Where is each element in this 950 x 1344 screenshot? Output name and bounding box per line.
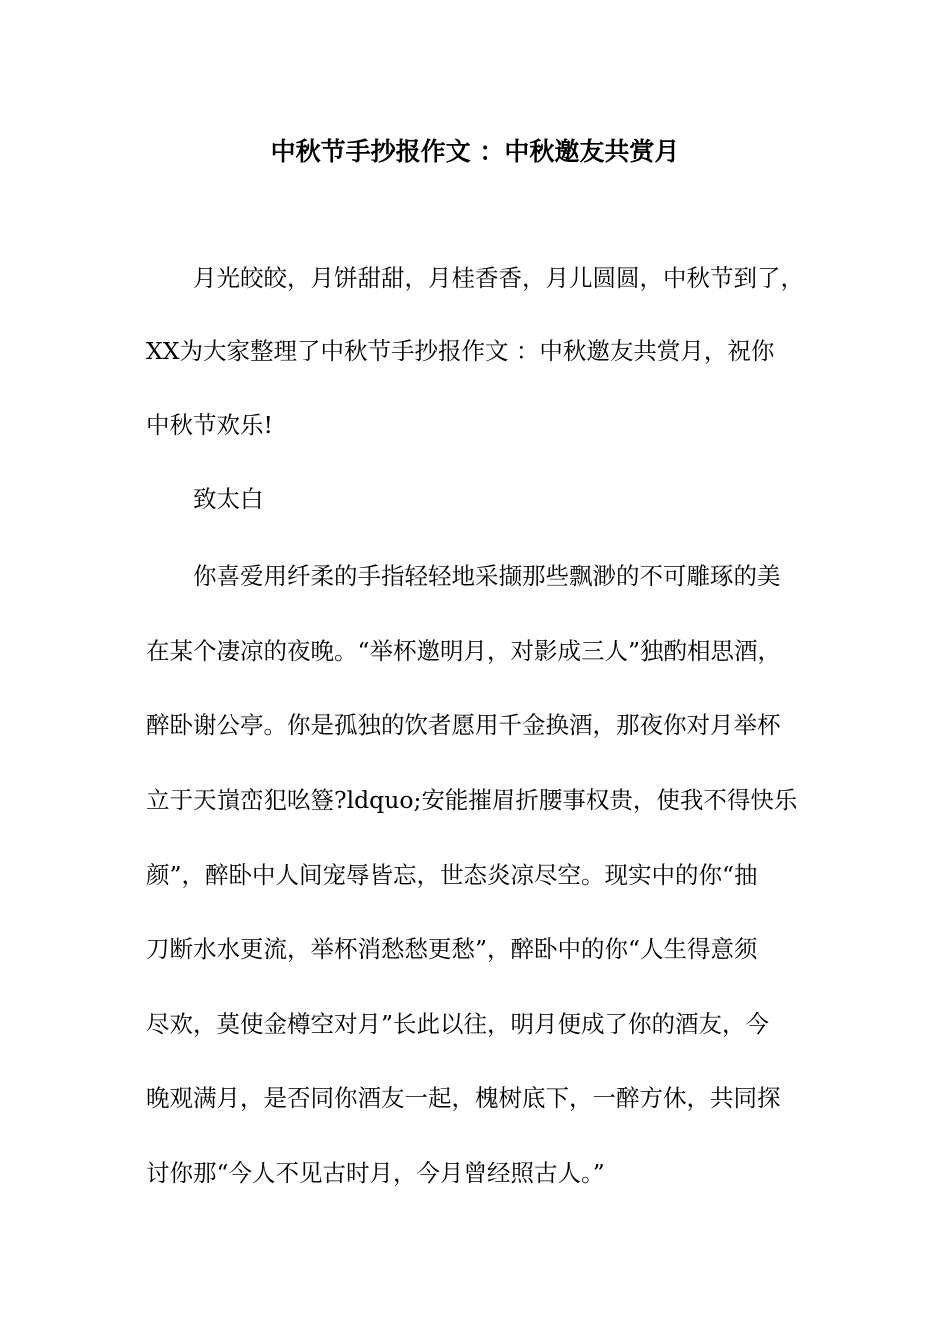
paragraph-line-5: 你喜爱用纤柔的手指轻轻地采撷那些飘渺的不可雕琢的美 xyxy=(193,562,781,590)
paragraph-line-6: 在某个凄凉的夜晚。“举杯邀明月，对影成三人”独酌相思酒， xyxy=(146,637,782,665)
paragraph-line-2: XX为大家整理了中秋节手抄报作文 ：中秋邀友共赏月，祝你 xyxy=(146,337,775,365)
paragraph-line-9: 颜”，醉卧中人间宠辱皆忘，世态炎凉尽空。现实中的你“抽 xyxy=(146,861,758,889)
document-title: 中秋节手抄报作文 ：中秋邀友共赏月 xyxy=(270,137,680,166)
paragraph-line-8: 立于天嵿峦犯吆簦?ldquo;安能摧眉折腰事权贵，使我不得快乐 xyxy=(146,786,798,814)
paragraph-line-10: 刀断水水更流，举杯消愁愁更愁”，醉卧中的你“人生得意须 xyxy=(146,935,758,963)
paragraph-line-12: 晚观满月，是否同你酒友一起，槐树底下，一醉方休，共同探 xyxy=(146,1084,781,1112)
letter-salutation: 致太白 xyxy=(193,485,264,513)
paragraph-line-3: 中秋节欢乐! xyxy=(146,411,273,439)
paragraph-line-13: 讨你那“今人不见古时月，今月曾经照古人。” xyxy=(146,1159,605,1187)
paragraph-line-7: 醉卧谢公亭。你是孤独的饮者愿用千金换酒，那夜你对月举杯 xyxy=(146,711,781,739)
paragraph-line-11: 尽欢，莫使金樽空对月”长此以往，明月便成了你的酒友，今 xyxy=(146,1010,770,1038)
paragraph-line-1: 月光皎皎，月饼甜甜，月桂香香，月儿圆圆，中秋节到了， xyxy=(193,264,804,292)
